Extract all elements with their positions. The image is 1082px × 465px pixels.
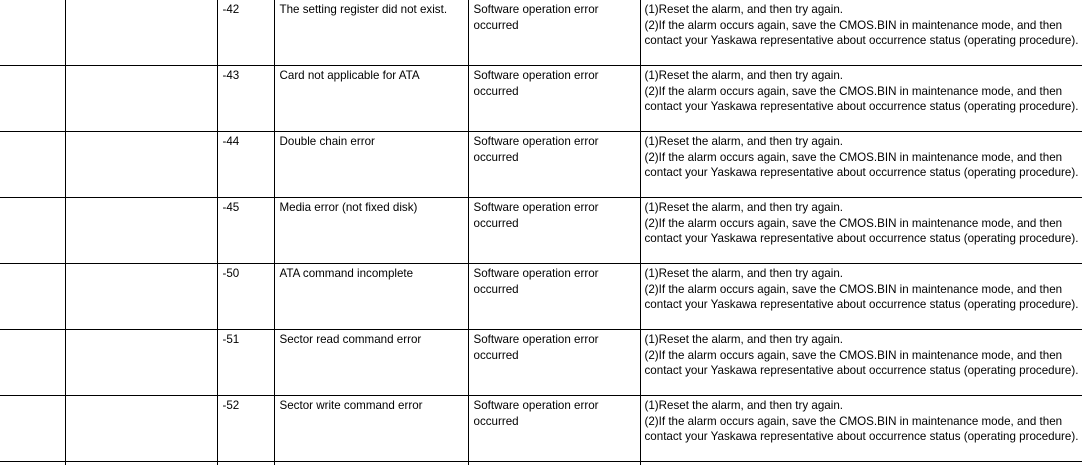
alarm-remedy-cell — [640, 264, 1082, 330]
blank-cell — [0, 132, 65, 198]
alarm-meaning-cell: Sector write command error — [274, 396, 468, 462]
blank-cell — [0, 330, 65, 396]
blank-cell — [65, 264, 217, 330]
alarm-subcode-cell: -45 — [217, 198, 274, 264]
remedy-step: (2)If the alarm occurs again, save the CMOS.BIN in maintenance mode, and then contact your Yaskawa representative about occurrence status (operating procedure). — [644, 348, 1079, 378]
blank-cell — [65, 0, 217, 66]
alarm-subcode-cell: -44 — [217, 132, 274, 198]
remedy-step: (1)Reset the alarm, and then try again. — [644, 399, 843, 412]
blank-cell — [0, 0, 65, 66]
blank-cell — [0, 396, 65, 462]
blank-cell — [0, 198, 65, 264]
remedy-step: (2)If the alarm occurs again, save the CMOS.BIN in maintenance mode, and then contact your Yaskawa representative about occurrence status (operating procedure). — [644, 414, 1079, 444]
table-row — [0, 0, 1082, 66]
alarm-meaning-cell: ATA command incomplete — [274, 264, 468, 330]
table-continuation-stub — [0, 461, 1082, 465]
blank-cell — [0, 66, 65, 132]
alarm-cause-cell: Software operation error occurred — [468, 132, 640, 198]
alarm-meaning-cell: Sector read command error — [274, 330, 468, 396]
alarm-cause-cell: Software operation error occurred — [468, 264, 640, 330]
remedy-step: (1)Reset the alarm, and then try again. — [644, 135, 843, 148]
alarm-cause-cell: Software operation error occurred — [468, 330, 640, 396]
alarm-meaning-cell: Card not applicable for ATA — [274, 66, 468, 132]
alarm-subcode-cell: -52 — [217, 396, 274, 462]
alarm-subcode-cell: -50 — [217, 264, 274, 330]
alarm-remedy-cell — [640, 0, 1082, 66]
remedy-step: (1)Reset the alarm, and then try again. — [644, 267, 843, 280]
remedy-step: (2)If the alarm occurs again, save the CMOS.BIN in maintenance mode, and then contact your Yaskawa representative about occurrence status (operating procedure). — [644, 150, 1079, 180]
remedy-step: (1)Reset the alarm, and then try again. — [644, 3, 843, 16]
blank-cell — [65, 198, 217, 264]
alarm-meaning-cell: The setting register did not exist. — [274, 0, 468, 66]
remedy-step: (2)If the alarm occurs again, save the CMOS.BIN in maintenance mode, and then contact your Yaskawa representative about occurrence status (operating procedure). — [644, 84, 1079, 114]
table-row — [0, 198, 1082, 264]
blank-cell — [65, 66, 217, 132]
alarm-cause-cell: Software operation error occurred — [468, 198, 640, 264]
alarm-meaning-cell: Double chain error — [274, 132, 468, 198]
alarm-remedy-cell — [640, 330, 1082, 396]
alarm-subcode-cell: -43 — [217, 66, 274, 132]
alarm-remedy-cell — [640, 132, 1082, 198]
blank-cell — [0, 264, 65, 330]
alarm-remedy-cell — [640, 396, 1082, 462]
alarm-subcode-cell: -42 — [217, 0, 274, 66]
remedy-step: (1)Reset the alarm, and then try again. — [644, 201, 843, 214]
blank-cell — [65, 132, 217, 198]
remedy-step: (1)Reset the alarm, and then try again. — [644, 69, 843, 82]
remedy-step: (1)Reset the alarm, and then try again. — [644, 333, 843, 346]
blank-cell — [65, 330, 217, 396]
alarm-cause-cell: Software operation error occurred — [468, 66, 640, 132]
alarm-cause-cell: Software operation error occurred — [468, 0, 640, 66]
table-row — [0, 264, 1082, 330]
alarm-cause-cell: Software operation error occurred — [468, 396, 640, 462]
alarm-remedy-cell — [640, 66, 1082, 132]
table-row — [0, 66, 1082, 132]
alarm-subcode-cell: -51 — [217, 330, 274, 396]
remedy-step: (2)If the alarm occurs again, save the CMOS.BIN in maintenance mode, and then contact your Yaskawa representative about occurrence status (operating procedure). — [644, 216, 1079, 246]
table-row — [0, 330, 1082, 396]
blank-cell — [65, 396, 217, 462]
table-row — [0, 396, 1082, 462]
remedy-step: (2)If the alarm occurs again, save the CMOS.BIN in maintenance mode, and then contact your Yaskawa representative about occurrence status (operating procedure). — [644, 282, 1079, 312]
table-row — [0, 132, 1082, 198]
alarm-meaning-cell: Media error (not fixed disk) — [274, 198, 468, 264]
remedy-step: (2)If the alarm occurs again, save the CMOS.BIN in maintenance mode, and then contact your Yaskawa representative about occurrence status (operating procedure). — [644, 18, 1079, 48]
alarm-remedy-cell — [640, 198, 1082, 264]
